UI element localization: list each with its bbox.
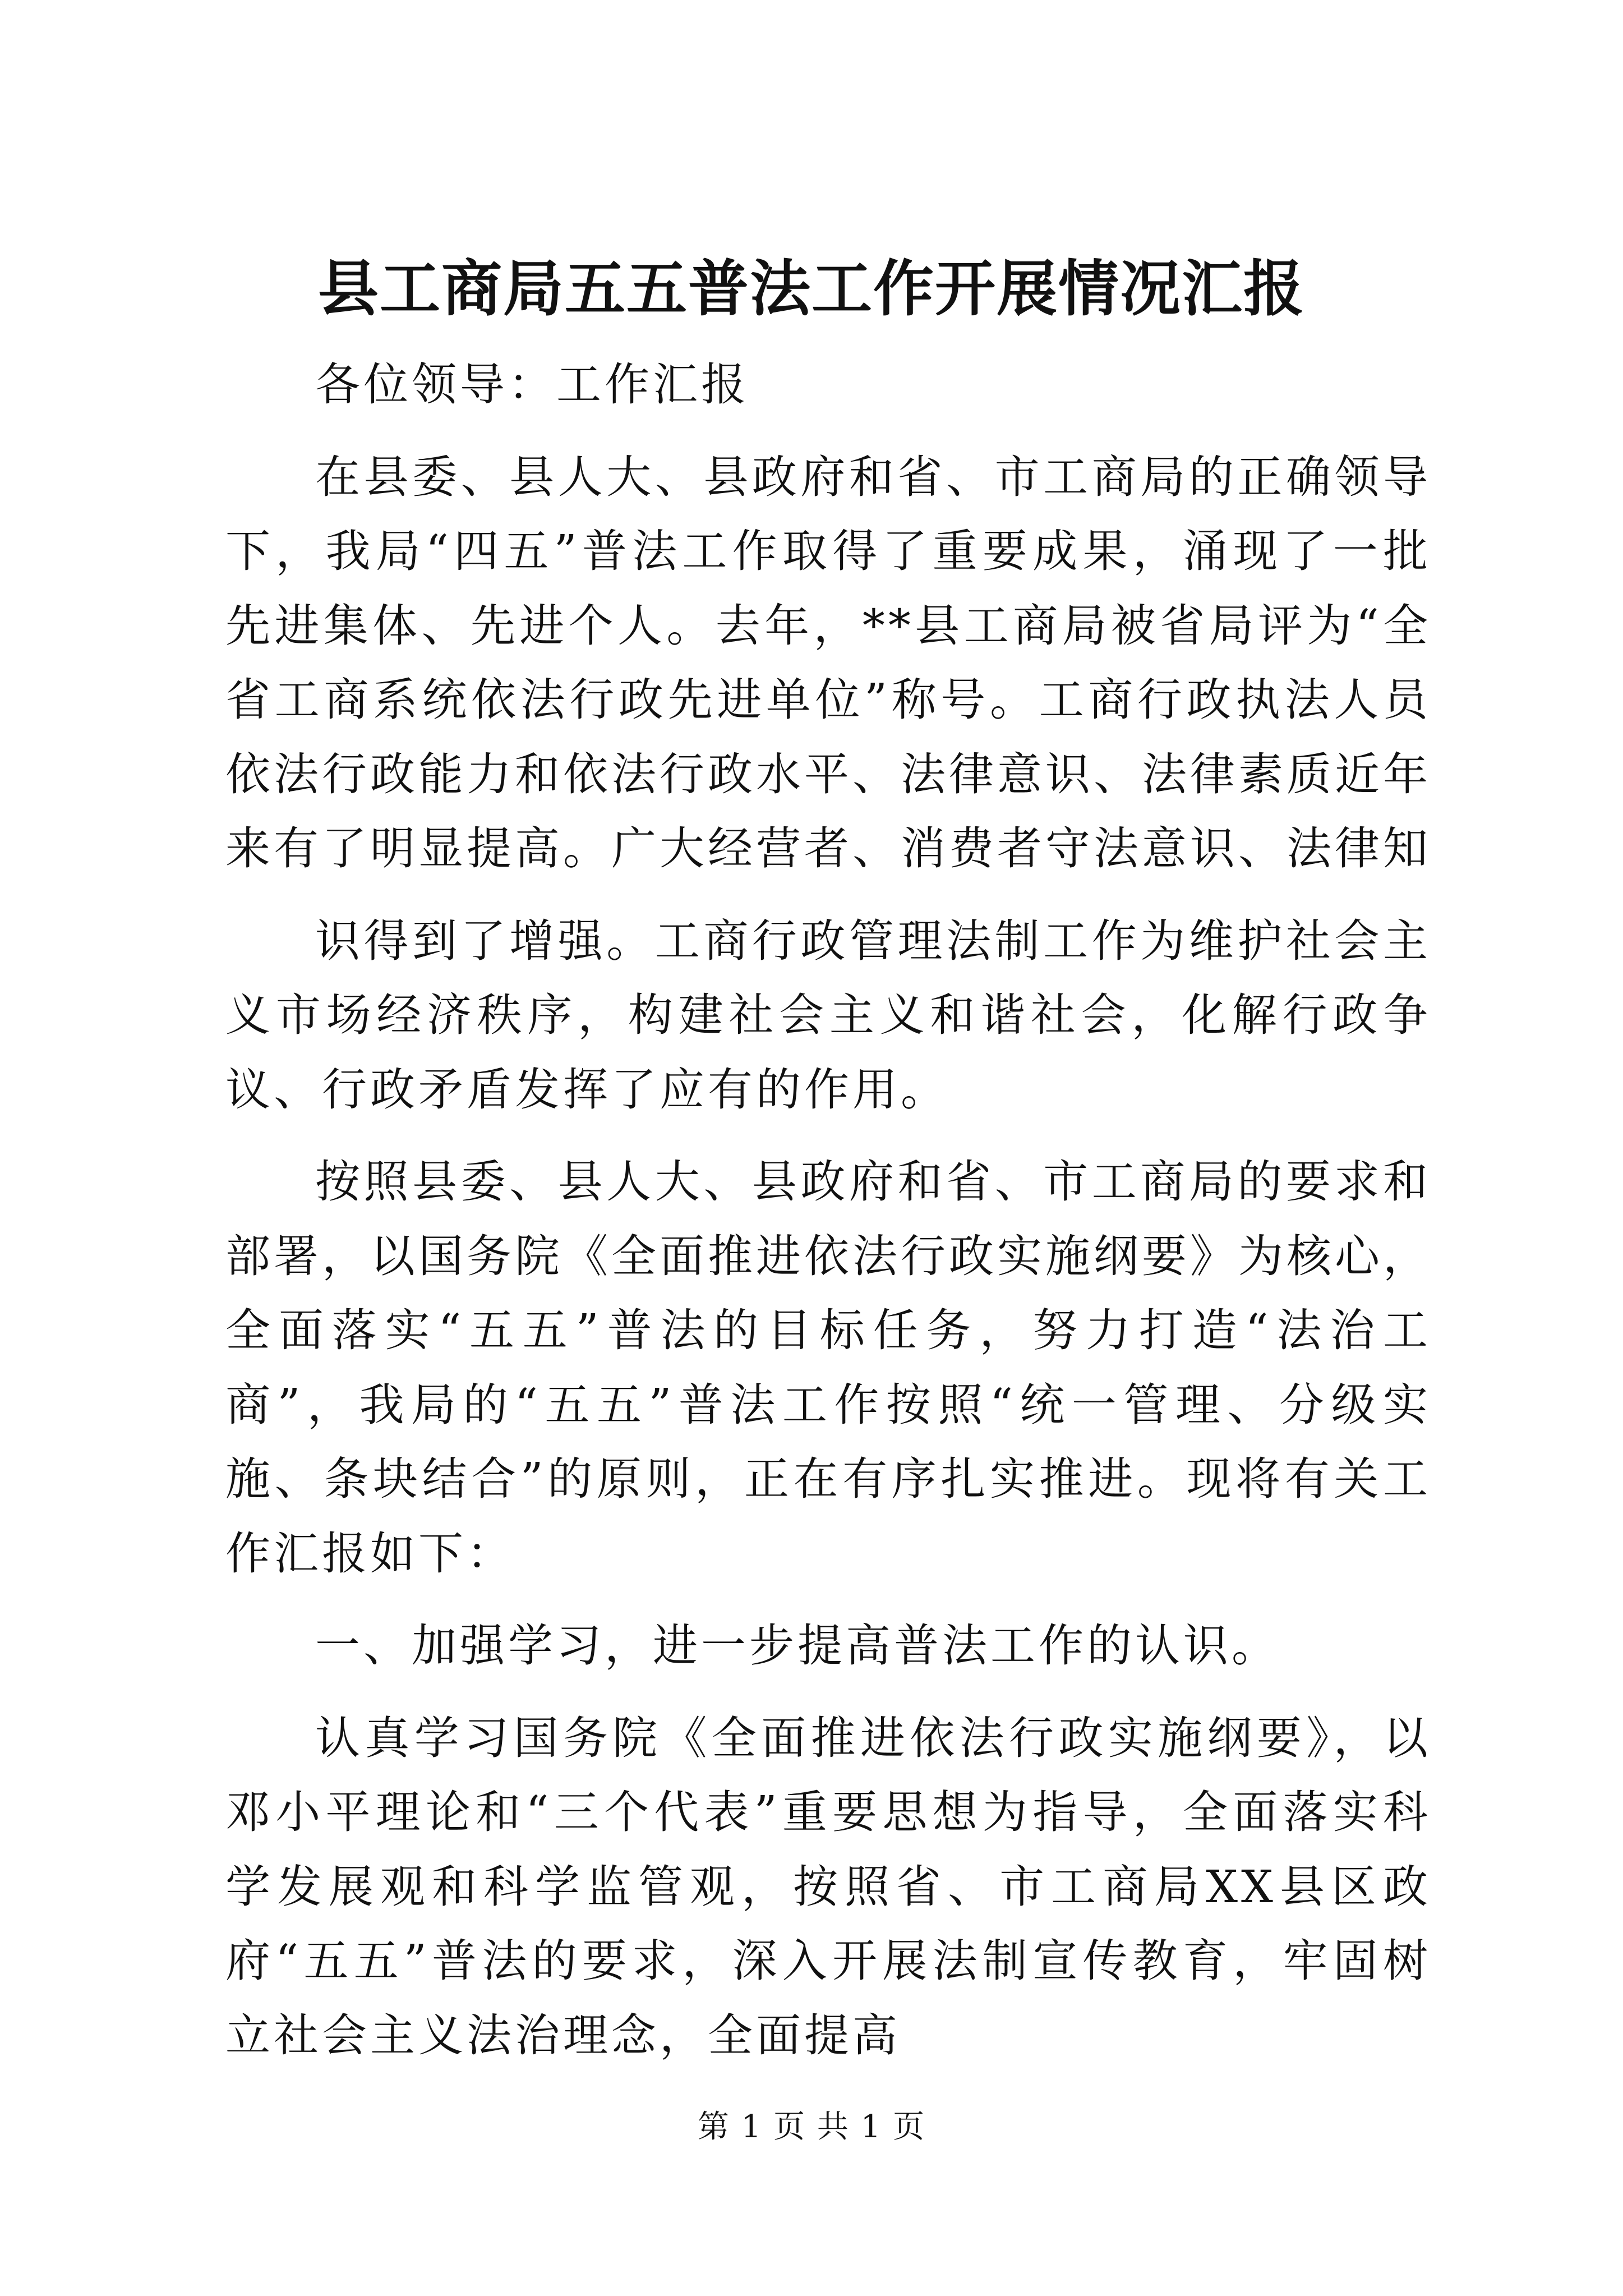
body-paragraph: 认真学习国务院《全面推进依法行政实施纲要》，以邓小平理论和“三个代表”重要思想为指导，全面落实科学发展观和科学监管观，按照省、市工商局XX县区政府“五五”普法的要求，深入开展法制宣传教育，牢固树立社会主义法治理念，全面提高 [225,1711,1431,2062]
document-title: 县工商局五五普法工作开展情况汇报 [317,254,1305,324]
salutation-paragraph: 各位领导：工作汇报 [315,358,749,411]
body-paragraph: 在县委、县人大、县政府和省、市工商局的正确领导下，我局“四五”普法工作取得了重要成果，涌现了一批先进集体、先进个人。去年，**县工商局被省局评为“全省工商系统依法行政先进单位”称号。工商行政执法人员依法行政能力和依法行政水平、法律意识、法律素质近年来有了明显提高。广大经营者、消费者守法意识、法律知 [225,450,1431,875]
section-heading: 一、加强学习，进一步提高普法工作的认识。 [315,1619,1280,1672]
body-paragraph: 按照县委、县人大、县政府和省、市工商局的要求和部署，以国务院《全面推进依法行政实施纲要》为核心，全面落实“五五”普法的目标任务，努力打造“法治工商”，我局的“五五”普法工作按照“统一管理、分级实施、条块结合”的原则，正在有序扎实推进。现将有关工作汇报如下： [225,1156,1431,1580]
body-paragraph: 识得到了增强。工商行政管理法制工作为维护社会主义市场经济秩序，构建社会主义和谐社会，化解行政争议、行政矛盾发挥了应有的作用。 [225,914,1431,1116]
document-body [225,348,1431,2091]
page-footer: 第 1 页 共 1 页 [697,2109,926,2145]
